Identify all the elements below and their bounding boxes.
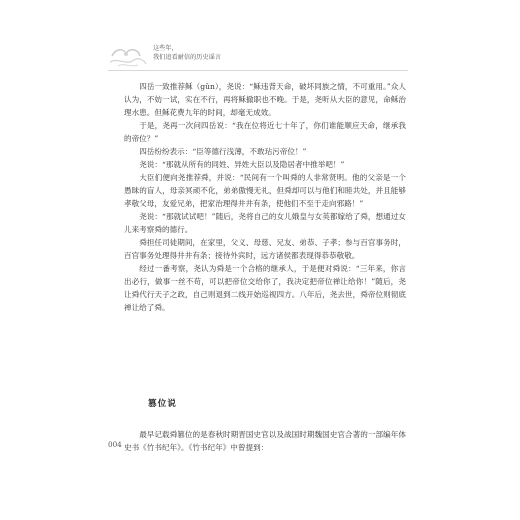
paragraph: 四岳一致推荐稣（gǔn），尧说：“稣违背天命，破坏同族之情，不可重用。”众人认为，不妨一试，实在不行，再将稣撤职也不晚。于是，尧听从大臣的意见，命稣治理水患。但稣花费九年的时间，却毫无成效。 [124,82,406,117]
header-title-line1: 这些年， [153,45,178,52]
paragraph: 尧说：“那就从所有的同姓、异姓大臣以及隐居者中推举吧！” [139,160,345,169]
paragraph: 舜担任司徒期间，在家里，父义、母慈、兄友、弟恭、子孝；参与百官事务时，百官事务处理得井井有条；接待外宾时，远方诸侯都表现得恭恭敬敬。 [124,238,406,260]
main-text [124,80,406,314]
cloud-ornament-icon [108,42,148,70]
running-header [108,42,408,72]
paragraph: 最早记载舜篡位的是春秋时期晋国史官以及战国时期魏国史官合著的一部编年体史书《竹书纪年》。《竹书纪年》中曾提到： [124,430,406,452]
paragraph: 尧说：“那就试试吧！”随后，尧将自己的女儿娥皇与女英都嫁给了舜，想通过女儿来考察舜的德行。 [124,212,406,234]
paragraph: 大臣们便向尧推荐舜，并说：“民间有一个叫舜的人非常贤明。他的父亲是一个愚昧的盲人，母亲冥顽不化，弟弟傲慢无礼，但舜却可以与他们和睦共处，并且能够孝敬父母，友爱兄弟，把家治理得井井有条，使他们不至于走向邪路！” [124,173,406,208]
header-title-line2: 我们追看耐信的历史谣言 [153,54,222,61]
paragraph: 经过一番考察，尧认为舜是一个合格的继承人，于是便对舜说：“三年来，你言出必行，做事一丝不苟，可以把帝位交给你了，我决定把帝位禅让给你！”随后，尧让舜代行天子之政，自己则退到二线开始巡视四方。八年后，尧去世，舜帝位则彻底禅让给了舜。 [124,264,406,312]
section-text [124,428,406,454]
section-heading: 篡位说 [148,399,177,409]
header-divider [108,70,408,71]
page-number: 004 [108,440,122,449]
paragraph: 于是，尧再一次问四岳说：“我在位将近七十年了，你们谁能顺应天命，继承我的帝位？” [124,121,406,143]
header-title [153,44,221,62]
paragraph: 四岳纷纷表示：“臣等德行浅薄，不敢玷污帝位！” [139,147,307,156]
